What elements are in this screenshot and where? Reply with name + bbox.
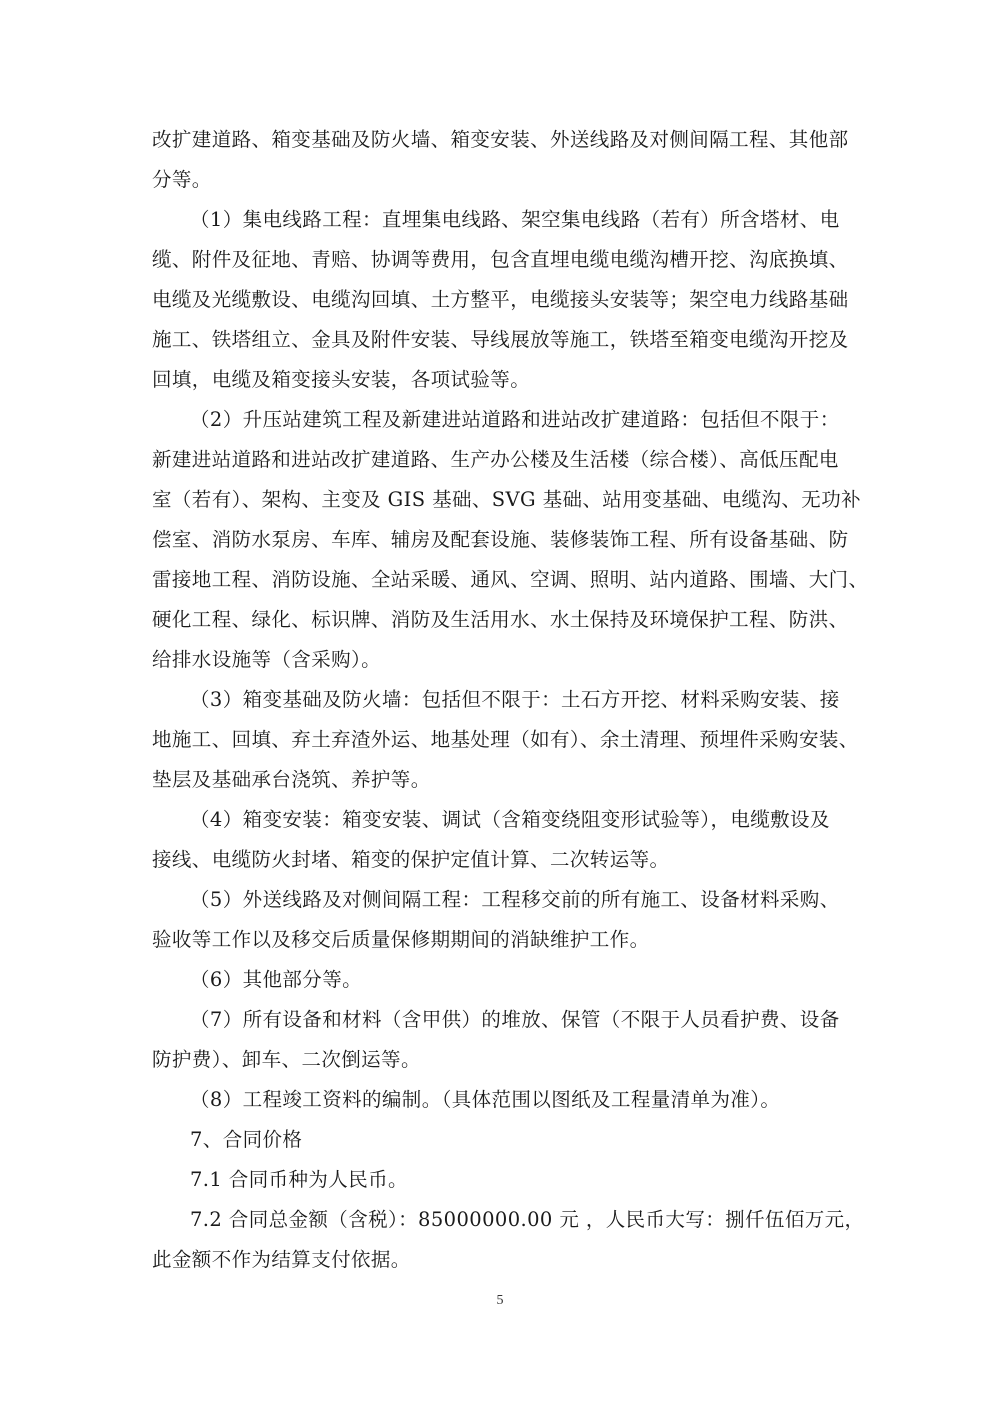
clause-7-heading-line: （7）所有设备和材料（含甲供）的堆放、保管（不限于人员看护费、设备	[190, 1008, 840, 1031]
body-text-line: 给排水设施等（含采购）。	[152, 648, 382, 671]
body-text-line: 硬化工程、绿化、标识牌、消防及生活用水、水土保持及环境保护工程、防洪、	[152, 608, 849, 631]
clause-2-heading-line: （2）升压站建筑工程及新建进站道路和进站改扩建道路：包括但不限于：	[190, 408, 840, 431]
body-text-line: 垫层及基础承台浇筑、养护等。	[152, 768, 431, 791]
body-text-line: 施工、铁塔组立、金具及附件安装、导线展放等施工，铁塔至箱变电缆沟开挖及	[152, 328, 849, 351]
body-text-line: 雷接地工程、消防设施、全站采暖、通风、空调、照明、站内道路、围墙、大门、	[152, 568, 869, 591]
clause-5-heading-line: （5）外送线路及对侧间隔工程：工程移交前的所有施工、设备材料采购、	[190, 888, 840, 911]
body-text-line: 分等。	[152, 168, 212, 191]
page-number: 5	[496, 1293, 504, 1308]
clause-3-heading-line: （3）箱变基础及防火墙：包括但不限于：土石方开挖、材料采购安装、接	[190, 688, 840, 711]
body-text-line: 缆、附件及征地、青赔、协调等费用，包含直埋电缆电缆沟槽开挖、沟底换填、	[152, 248, 849, 271]
section-7-1-line: 7.1 合同币种为人民币。	[190, 1168, 408, 1191]
body-text-line: 地施工、回填、弃土弃渣外运、地基处理（如有）、余土清理、预埋件采购安装、	[152, 728, 859, 751]
body-text-line: 室（若有）、架构、主变及 GIS 基础、SVG 基础、站用变基础、电缆沟、无功补	[152, 488, 862, 511]
section-7-heading: 7、合同价格	[190, 1128, 303, 1151]
body-text-line: 防护费）、卸车、二次倒运等。	[152, 1048, 421, 1071]
body-text-line: 电缆及光缆敷设、电缆沟回填、土方整平，电缆接头安装等；架空电力线路基础	[152, 288, 849, 311]
body-text-line: 验收等工作以及移交后质量保修期期间的消缺维护工作。	[152, 928, 650, 951]
section-7-2-line: 7.2 合同总金额（含税）：85000000.00 元 ，人民币大写：捌仟伍佰万元，	[190, 1208, 865, 1231]
body-text-line: 回填，电缆及箱变接头安装，各项试验等。	[152, 368, 531, 391]
body-text-line: 新建进站道路和进站改扩建道路、生产办公楼及生活楼（综合楼）、高低压配电	[152, 448, 839, 471]
body-text-line: 改扩建道路、箱变基础及防火墙、箱变安装、外送线路及对侧间隔工程、其他部	[152, 128, 849, 151]
clause-6-line: （6）其他部分等。	[190, 968, 363, 991]
clause-8-line: （8）工程竣工资料的编制。（具体范围以图纸及工程量清单为准）。	[190, 1088, 781, 1111]
clause-4-heading-line: （4）箱变安装：箱变安装、调试（含箱变绕阻变形试验等），电缆敷设及	[190, 808, 830, 831]
body-text-line: 此金额不作为结算支付依据。	[152, 1248, 411, 1271]
body-text-line: 接线、电缆防火封堵、箱变的保护定值计算、二次转运等。	[152, 848, 670, 871]
body-text-line: 偿室、消防水泵房、车库、辅房及配套设施、装修装饰工程、所有设备基础、防	[152, 528, 849, 551]
clause-1-heading-line: （1）集电线路工程：直埋集电线路、架空集电线路（若有）所含塔材、电	[190, 208, 840, 231]
